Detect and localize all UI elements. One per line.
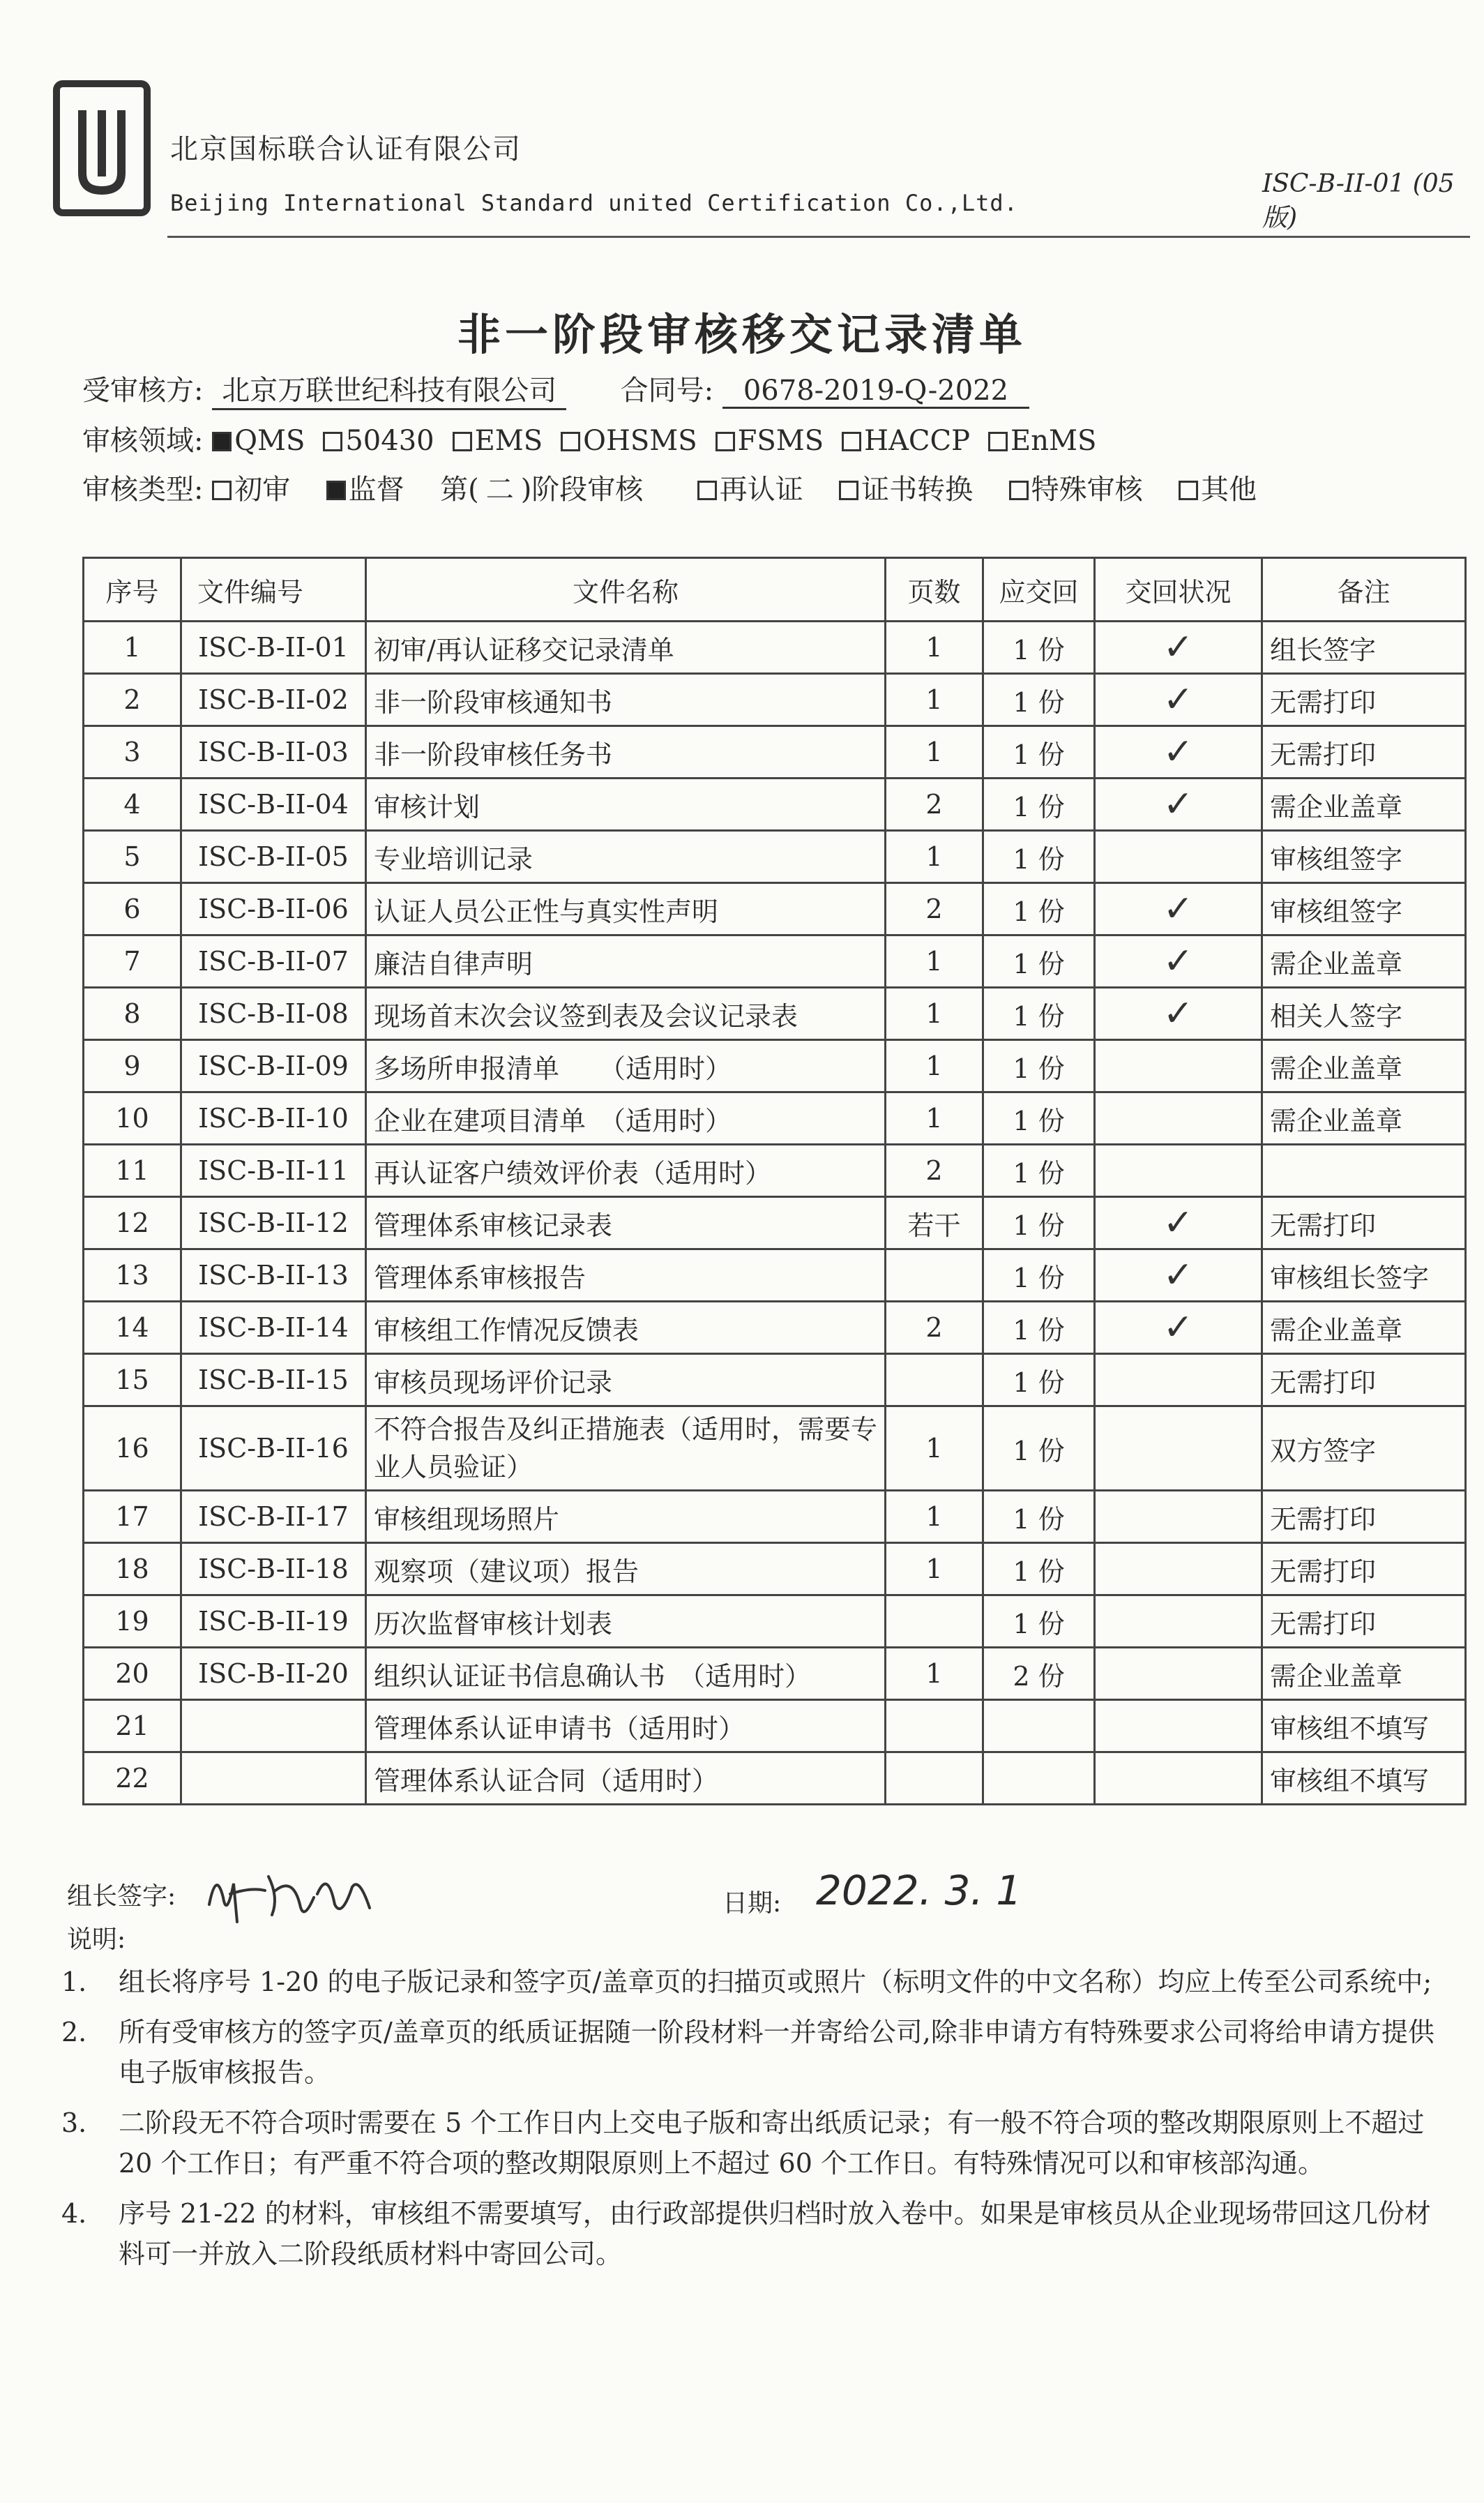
cell-name: 管理体系审核记录表 <box>366 1197 886 1249</box>
cell-remark: 组长签字 <box>1262 622 1466 674</box>
cell-name: 管理体系审核报告 <box>366 1249 886 1302</box>
cell-code: ISC-B-II-11 <box>181 1145 366 1197</box>
cell-qty: 1 份 <box>983 1543 1095 1595</box>
cell-code: ISC-B-II-07 <box>181 935 366 988</box>
cell-code: ISC-B-II-20 <box>181 1648 366 1700</box>
cell-qty: 1 份 <box>983 831 1095 883</box>
table-row <box>84 1354 1466 1406</box>
cell-no: 17 <box>84 1491 181 1543</box>
type-transfer-label: 证书转换 <box>861 474 974 506</box>
cell-qty: 1 份 <box>983 1595 1095 1648</box>
checkmark-icon: ✓ <box>1163 679 1194 721</box>
cell-remark: 审核组长签字 <box>1262 1249 1466 1302</box>
table-row <box>84 622 1466 674</box>
cell-return-status <box>1095 1354 1262 1406</box>
table-row <box>84 1040 1466 1092</box>
cell-code: ISC-B-II-08 <box>181 988 366 1040</box>
type-initial-label: 初审 <box>234 474 291 506</box>
cell-qty: 1 份 <box>983 1145 1095 1197</box>
table-row <box>84 1595 1466 1648</box>
cell-no: 12 <box>84 1197 181 1249</box>
checkmark-icon: ✓ <box>1163 626 1194 668</box>
cell-return-status <box>1095 1302 1262 1354</box>
cell-pages <box>886 1249 983 1302</box>
cell-remark <box>1262 1145 1466 1197</box>
cell-no: 9 <box>84 1040 181 1092</box>
cell-qty <box>983 1752 1095 1805</box>
cell-no: 8 <box>84 988 181 1040</box>
table-row <box>84 1752 1466 1805</box>
header-qty: 应交回 <box>983 558 1095 622</box>
cell-code: ISC-B-II-03 <box>181 726 366 779</box>
type-surveillance-checkbox[interactable] <box>326 481 346 500</box>
cell-no: 11 <box>84 1145 181 1197</box>
note-number: 1. <box>61 1967 87 1997</box>
domain-label: 审核领域: <box>82 425 204 457</box>
cell-name: 非一阶段审核通知书 <box>366 674 886 726</box>
cell-pages: 2 <box>886 883 983 935</box>
cell-no: 3 <box>84 726 181 779</box>
cell-qty: 1 份 <box>983 1040 1095 1092</box>
company-logo <box>53 80 151 216</box>
cell-code: ISC-B-II-10 <box>181 1092 366 1145</box>
type-other-label: 其他 <box>1201 474 1257 506</box>
form-code: ISC-B-II-01 (05版) <box>1262 170 1455 232</box>
cell-return-status <box>1095 1040 1262 1092</box>
note-text: 序号 21-22 的材料，审核组不需要填写，由行政部提供归档时放入卷中。如果是审核员从企业现场带回这几份材料可一并放入二阶段纸质材料中寄回公司。 <box>119 2198 1431 2269</box>
table-row <box>84 726 1466 779</box>
table-row <box>84 935 1466 988</box>
checkmark-icon: ✓ <box>1163 783 1194 825</box>
cell-remark: 需企业盖章 <box>1262 1092 1466 1145</box>
note-item <box>61 1962 1449 2002</box>
cell-return-status <box>1095 831 1262 883</box>
type-recert-label: 再认证 <box>719 474 803 506</box>
cell-remark: 需企业盖章 <box>1262 935 1466 988</box>
cell-remark: 需企业盖章 <box>1262 1648 1466 1700</box>
cell-remark: 需企业盖章 <box>1262 779 1466 831</box>
cell-qty: 1 份 <box>983 1197 1095 1249</box>
checkmark-icon: ✓ <box>1163 1202 1194 1244</box>
cell-no: 2 <box>84 674 181 726</box>
leader-signature <box>202 1856 384 1935</box>
cell-return-status <box>1095 622 1262 674</box>
cell-remark: 需企业盖章 <box>1262 1040 1466 1092</box>
cell-qty: 2 份 <box>983 1648 1095 1700</box>
cell-remark: 无需打印 <box>1262 674 1466 726</box>
cell-pages: 1 <box>886 726 983 779</box>
cell-name: 审核计划 <box>366 779 886 831</box>
audit-domain-line <box>82 419 1114 458</box>
date-value: 2022. 3. 1 <box>816 1867 1022 1914</box>
cell-return-status <box>1095 1249 1262 1302</box>
cell-no: 19 <box>84 1595 181 1648</box>
stage-prefix: 第( <box>440 474 479 506</box>
cell-remark: 双方签字 <box>1262 1406 1466 1491</box>
table-row <box>84 1302 1466 1354</box>
cell-name: 廉洁自律声明 <box>366 935 886 988</box>
table-row <box>84 779 1466 831</box>
type-transfer-checkbox[interactable] <box>839 481 858 500</box>
cell-code: ISC-B-II-06 <box>181 883 366 935</box>
cell-pages: 2 <box>886 1145 983 1197</box>
cell-name: 认证人员公正性与真实性声明 <box>366 883 886 935</box>
cell-no: 1 <box>84 622 181 674</box>
audit-type-line <box>82 467 1257 507</box>
cell-qty: 1 份 <box>983 1354 1095 1406</box>
domain-checkbox-haccp[interactable] <box>842 432 861 451</box>
cell-code: ISC-B-II-18 <box>181 1543 366 1595</box>
table-row <box>84 1491 1466 1543</box>
note-item <box>61 2012 1449 2093</box>
cell-return-status <box>1095 1197 1262 1249</box>
cell-pages: 2 <box>886 1302 983 1354</box>
auditee-label: 受审核方: <box>82 375 204 407</box>
note-number: 4. <box>61 2198 87 2229</box>
cell-return-status <box>1095 1491 1262 1543</box>
checkmark-icon: ✓ <box>1163 1307 1194 1348</box>
cell-pages: 1 <box>886 674 983 726</box>
domain-label-enms: EnMS <box>1010 425 1097 457</box>
table-row <box>84 1249 1466 1302</box>
company-name-cn: 北京国标联合认证有限公司 <box>170 133 522 165</box>
cell-no: 4 <box>84 779 181 831</box>
cell-no: 5 <box>84 831 181 883</box>
date-label: 日期: <box>722 1889 782 1918</box>
table-row <box>84 988 1466 1040</box>
cell-code: ISC-B-II-14 <box>181 1302 366 1354</box>
cell-no: 16 <box>84 1406 181 1491</box>
cell-no: 22 <box>84 1752 181 1805</box>
cell-pages: 若干 <box>886 1197 983 1249</box>
company-name-en: Beijing International Standard united Certification Co.,Ltd. <box>170 190 1018 216</box>
cell-return-status <box>1095 1700 1262 1752</box>
cell-remark: 无需打印 <box>1262 726 1466 779</box>
header-name: 文件名称 <box>366 558 886 622</box>
cell-pages <box>886 1752 983 1805</box>
cell-remark: 审核组签字 <box>1262 883 1466 935</box>
header-code: 文件编号 <box>181 558 366 622</box>
note-number: 3. <box>61 2107 87 2138</box>
cell-qty: 1 份 <box>983 1249 1095 1302</box>
domain-checkbox-qms[interactable] <box>212 432 232 451</box>
cell-pages: 2 <box>886 779 983 831</box>
type-initial-checkbox[interactable] <box>212 481 232 500</box>
table-row <box>84 1092 1466 1145</box>
cell-qty: 1 份 <box>983 1491 1095 1543</box>
domain-checkbox-50430[interactable] <box>323 432 342 451</box>
cell-no: 6 <box>84 883 181 935</box>
domain-checkbox-ems[interactable] <box>453 432 472 451</box>
table-row <box>84 1406 1466 1491</box>
cell-name: 现场首末次会议签到表及会议记录表 <box>366 988 886 1040</box>
stage-number: 二 <box>485 474 514 506</box>
notes-label: 说明: <box>67 1925 126 1954</box>
cell-code: ISC-B-II-19 <box>181 1595 366 1648</box>
table-row <box>84 1145 1466 1197</box>
logo-mark-icon <box>68 96 135 201</box>
checkmark-icon: ✓ <box>1163 731 1194 773</box>
table-row <box>84 1700 1466 1752</box>
cell-qty: 1 份 <box>983 988 1095 1040</box>
cell-name: 审核组工作情况反馈表 <box>366 1302 886 1354</box>
cell-qty: 1 份 <box>983 674 1095 726</box>
domain-label-ohsms: OHSMS <box>583 425 697 457</box>
cell-pages <box>886 1595 983 1648</box>
cell-remark: 需企业盖章 <box>1262 1302 1466 1354</box>
cell-no: 14 <box>84 1302 181 1354</box>
cell-name: 专业培训记录 <box>366 831 886 883</box>
stage-suffix: )阶段审核 <box>520 474 644 506</box>
cell-name: 不符合报告及纠正措施表（适用时，需要专业人员验证） <box>366 1406 886 1491</box>
type-other-checkbox[interactable] <box>1179 481 1198 500</box>
cell-remark: 审核组签字 <box>1262 831 1466 883</box>
cell-code: ISC-B-II-15 <box>181 1354 366 1406</box>
checkmark-icon: ✓ <box>1163 1254 1194 1296</box>
cell-return-status <box>1095 1648 1262 1700</box>
checkmark-icon: ✓ <box>1163 888 1194 930</box>
contract-label: 合同号: <box>620 375 714 407</box>
cell-return-status <box>1095 779 1262 831</box>
cell-code: ISC-B-II-04 <box>181 779 366 831</box>
note-item <box>61 2193 1449 2274</box>
note-item <box>61 2103 1449 2183</box>
cell-name: 再认证客户绩效评价表（适用时） <box>366 1145 886 1197</box>
domain-options <box>212 425 1114 457</box>
cell-remark: 无需打印 <box>1262 1197 1466 1249</box>
cell-name: 管理体系认证合同（适用时） <box>366 1752 886 1805</box>
cell-qty: 1 份 <box>983 1302 1095 1354</box>
domain-label-haccp: HACCP <box>864 425 971 457</box>
cell-qty: 1 份 <box>983 1092 1095 1145</box>
cell-code: ISC-B-II-01 <box>181 622 366 674</box>
leader-signature-label: 组长签字: <box>67 1882 176 1911</box>
cell-pages: 1 <box>886 1543 983 1595</box>
type-recert-checkbox[interactable] <box>697 481 717 500</box>
type-surveillance-label: 监督 <box>348 474 404 506</box>
header-remark: 备注 <box>1262 558 1466 622</box>
cell-qty: 1 份 <box>983 883 1095 935</box>
table-header-row <box>84 558 1466 622</box>
cell-no: 20 <box>84 1648 181 1700</box>
cell-no: 15 <box>84 1354 181 1406</box>
cell-qty: 1 份 <box>983 935 1095 988</box>
cell-pages: 1 <box>886 1648 983 1700</box>
cell-name: 历次监督审核计划表 <box>366 1595 886 1648</box>
cell-remark: 无需打印 <box>1262 1491 1466 1543</box>
cell-pages: 1 <box>886 622 983 674</box>
header-divider <box>167 236 1470 238</box>
cell-pages: 1 <box>886 1406 983 1491</box>
cell-return-status <box>1095 1595 1262 1648</box>
cell-return-status <box>1095 1406 1262 1491</box>
notes-list <box>61 1962 1449 2284</box>
cell-code: ISC-B-II-05 <box>181 831 366 883</box>
cell-code <box>181 1752 366 1805</box>
handwritten-signature-icon <box>202 1856 384 1932</box>
cell-qty: 1 份 <box>983 726 1095 779</box>
cell-code: ISC-B-II-17 <box>181 1491 366 1543</box>
cell-return-status <box>1095 1752 1262 1805</box>
cell-code: ISC-B-II-13 <box>181 1249 366 1302</box>
cell-pages <box>886 1700 983 1752</box>
table-row <box>84 1543 1466 1595</box>
cell-name: 组织认证证书信息确认书 （适用时） <box>366 1648 886 1700</box>
cell-return-status <box>1095 674 1262 726</box>
cell-return-status <box>1095 1145 1262 1197</box>
table-row <box>84 883 1466 935</box>
type-label: 审核类型: <box>82 474 204 506</box>
domain-label-qms: QMS <box>234 425 305 457</box>
cell-qty: 1 份 <box>983 622 1095 674</box>
type-special-label: 特殊审核 <box>1031 474 1143 506</box>
cell-pages: 1 <box>886 935 983 988</box>
note-text: 所有受审核方的签字页/盖章页的纸质证据随一阶段材料一并寄给公司,除非申请方有特殊要求公司将给申请方提供电子版审核报告。 <box>119 2017 1434 2088</box>
domain-checkbox-enms[interactable] <box>988 432 1008 451</box>
header-pages: 页数 <box>886 558 983 622</box>
cell-code <box>181 1700 366 1752</box>
cell-code: ISC-B-II-12 <box>181 1197 366 1249</box>
cell-no: 18 <box>84 1543 181 1595</box>
cell-code: ISC-B-II-02 <box>181 674 366 726</box>
cell-pages <box>886 1354 983 1406</box>
auditee-line <box>82 368 1029 410</box>
cell-code: ISC-B-II-09 <box>181 1040 366 1092</box>
cell-name: 管理体系认证申请书（适用时） <box>366 1700 886 1752</box>
cell-qty <box>983 1700 1095 1752</box>
cell-pages: 1 <box>886 988 983 1040</box>
cell-qty: 1 份 <box>983 1406 1095 1491</box>
document-title: 非一阶段审核移交记录清单 <box>457 309 1027 360</box>
cell-return-status <box>1095 935 1262 988</box>
cell-return-status <box>1095 988 1262 1040</box>
cell-remark: 审核组不填写 <box>1262 1752 1466 1805</box>
cell-pages: 1 <box>886 1092 983 1145</box>
cell-return-status <box>1095 726 1262 779</box>
type-special-checkbox[interactable] <box>1009 481 1029 500</box>
cell-remark: 无需打印 <box>1262 1354 1466 1406</box>
cell-name: 企业在建项目清单 （适用时） <box>366 1092 886 1145</box>
header-status: 交回状况 <box>1095 558 1262 622</box>
cell-pages: 1 <box>886 831 983 883</box>
cell-name: 观察项（建议项）报告 <box>366 1543 886 1595</box>
cell-return-status <box>1095 1092 1262 1145</box>
note-text: 组长将序号 1-20 的电子版记录和签字页/盖章页的扫描页或照片（标明文件的中文名称）均应上传至公司系统中; <box>119 1967 1432 1997</box>
cell-name: 多场所申报清单 （适用时） <box>366 1040 886 1092</box>
domain-label-50430: 50430 <box>345 425 434 457</box>
checkmark-icon: ✓ <box>1163 940 1194 982</box>
cell-code: ISC-B-II-16 <box>181 1406 366 1491</box>
table-row <box>84 1197 1466 1249</box>
note-text: 二阶段无不符合项时需要在 5 个工作日内上交电子版和寄出纸质记录；有一般不符合项的整改期限原则上不超过 20 个工作日；有严重不符合项的整改期限原则上不超过 60 个工作日。有特殊情况可以和审核部沟通。 <box>119 2107 1425 2179</box>
checkmark-icon: ✓ <box>1163 993 1194 1035</box>
domain-checkbox-ohsms[interactable] <box>561 432 580 451</box>
cell-no: 21 <box>84 1700 181 1752</box>
table-row <box>84 1648 1466 1700</box>
domain-label-ems: EMS <box>474 425 543 457</box>
cell-remark: 审核组不填写 <box>1262 1700 1466 1752</box>
cell-name: 审核组现场照片 <box>366 1491 886 1543</box>
cell-name: 审核员现场评价记录 <box>366 1354 886 1406</box>
cell-no: 13 <box>84 1249 181 1302</box>
domain-checkbox-fsms[interactable] <box>716 432 735 451</box>
cell-pages: 1 <box>886 1040 983 1092</box>
contract-value: 0678-2019-Q-2022 <box>722 375 1029 409</box>
header-no: 序号 <box>84 558 181 622</box>
cell-name: 非一阶段审核任务书 <box>366 726 886 779</box>
cell-no: 10 <box>84 1092 181 1145</box>
cell-pages: 1 <box>886 1491 983 1543</box>
cell-remark: 相关人签字 <box>1262 988 1466 1040</box>
cell-return-status <box>1095 883 1262 935</box>
cell-qty: 1 份 <box>983 779 1095 831</box>
cell-remark: 无需打印 <box>1262 1543 1466 1595</box>
transfer-record-table <box>82 557 1467 1805</box>
table-row <box>84 831 1466 883</box>
domain-label-fsms: FSMS <box>737 425 824 457</box>
cell-remark: 无需打印 <box>1262 1595 1466 1648</box>
cell-name: 初审/再认证移交记录清单 <box>366 622 886 674</box>
cell-return-status <box>1095 1543 1262 1595</box>
note-number: 2. <box>61 2017 87 2047</box>
cell-no: 7 <box>84 935 181 988</box>
auditee-value: 北京万联世纪科技有限公司 <box>212 368 566 410</box>
table-row <box>84 674 1466 726</box>
